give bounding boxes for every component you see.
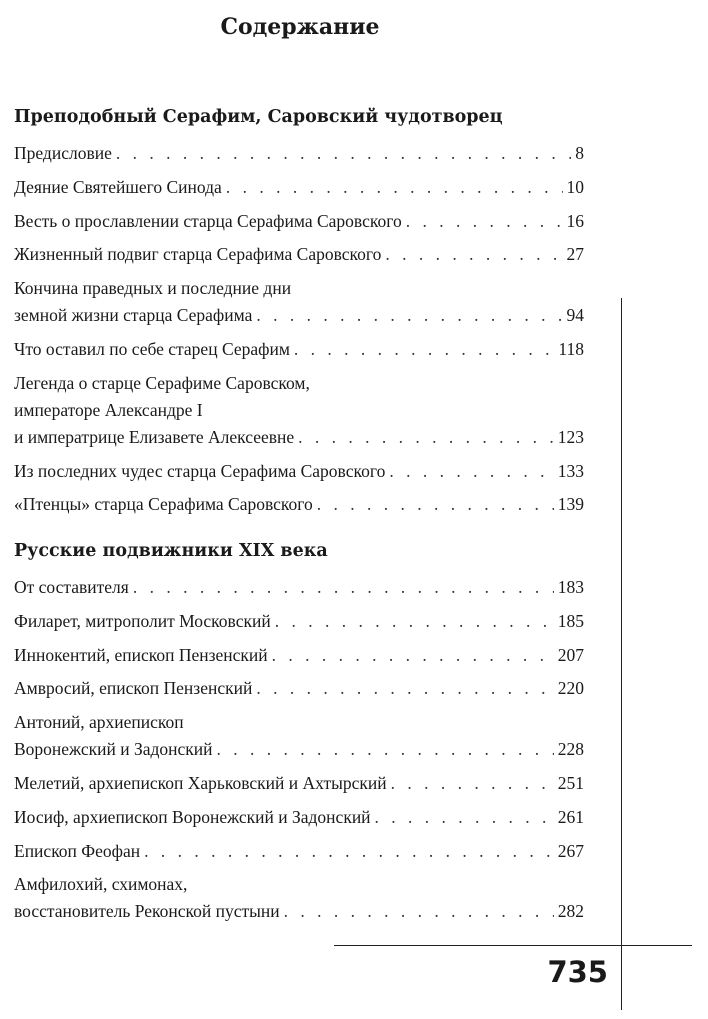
entry-page-number: 27 bbox=[566, 244, 584, 265]
section-heading: Преподобный Серафим, Саровский чудотворец bbox=[14, 107, 503, 127]
entry-title-line: Иосиф, архиепископ Воронежский и Задонский bbox=[14, 806, 371, 827]
dot-leader bbox=[226, 174, 563, 201]
dot-leader bbox=[294, 336, 555, 363]
entry-title-line: Амфилохий, схимонах, bbox=[14, 874, 188, 895]
entry-page-number: 94 bbox=[566, 305, 584, 326]
toc-entry[interactable] bbox=[14, 608, 584, 635]
entry-title-line: Из последних чудес старца Серафима Саровского bbox=[14, 460, 386, 481]
dot-leader bbox=[133, 574, 554, 601]
dot-leader bbox=[389, 458, 553, 485]
entry-page-number: 16 bbox=[566, 210, 584, 231]
dot-leader bbox=[317, 491, 554, 518]
toc-entry[interactable] bbox=[14, 804, 584, 831]
entry-page-number: 267 bbox=[557, 840, 584, 861]
entry-title-line: Антоний, архиепископ bbox=[14, 712, 184, 733]
toc-entry[interactable] bbox=[14, 370, 584, 451]
toc-entry[interactable] bbox=[14, 871, 584, 925]
entry-title-line: Кончина праведных и последние дни bbox=[14, 278, 292, 299]
entry-title-line: Предисловие bbox=[14, 143, 112, 163]
toc-entry[interactable] bbox=[14, 642, 584, 669]
dot-leader bbox=[284, 898, 554, 925]
entry-page-number: 220 bbox=[557, 678, 584, 699]
dot-leader bbox=[391, 770, 554, 797]
toc-entry[interactable] bbox=[14, 336, 584, 363]
toc-entry[interactable] bbox=[14, 770, 584, 797]
entry-page-number: 251 bbox=[557, 773, 584, 793]
entry-page-number: 185 bbox=[557, 610, 584, 631]
dot-leader bbox=[375, 804, 554, 831]
dot-leader bbox=[272, 642, 554, 669]
entry-page-number: 139 bbox=[557, 494, 584, 515]
dot-leader bbox=[256, 675, 553, 702]
entry-title-line: Весть о прославлении старца Серафима Саровского bbox=[14, 210, 402, 231]
entry-page-number: 133 bbox=[557, 460, 584, 481]
entry-page-number: 8 bbox=[575, 143, 584, 163]
entry-page-number: 228 bbox=[557, 739, 584, 760]
entry-title-line: «Птенцы» старца Серафима Саровского bbox=[14, 494, 313, 515]
entry-title-line: Легенда о старце Серафиме Саровском, bbox=[14, 372, 310, 393]
entry-title-line: Филарет, митрополит Московский bbox=[14, 610, 271, 631]
section-heading: Русские подвижники XIX века bbox=[14, 541, 328, 561]
entry-title-line: и императрице Елизавете Алексеевне bbox=[14, 426, 295, 447]
entry-page-number: 207 bbox=[557, 644, 584, 665]
entry-page-number: 261 bbox=[557, 806, 584, 827]
dot-leader bbox=[217, 736, 554, 763]
entry-title-line: императоре Александре I bbox=[14, 399, 203, 420]
entry-title-line: Иннокентий, епископ Пензенский bbox=[14, 644, 268, 665]
toc-entry[interactable] bbox=[14, 241, 584, 268]
entry-title-line: Мелетий, архиепископ Харьковский и Ахтырский bbox=[14, 773, 387, 793]
entry-title-line: Епископ Феофан bbox=[14, 840, 141, 861]
dot-leader bbox=[116, 140, 571, 167]
toc-entry[interactable] bbox=[14, 675, 584, 702]
page-number: 735 bbox=[547, 955, 608, 989]
entry-title-line: восстановитель Реконской пустыни bbox=[14, 901, 280, 922]
entry-page-number: 10 bbox=[566, 176, 584, 197]
toc-entry[interactable] bbox=[14, 458, 584, 485]
entry-title-line: От составителя bbox=[14, 577, 129, 597]
toc-entry[interactable] bbox=[14, 208, 584, 235]
entry-title-line: земной жизни старца Серафима bbox=[14, 305, 253, 326]
entry-title-line: Деяние Святейшего Синода bbox=[14, 176, 222, 197]
dot-leader bbox=[385, 241, 562, 268]
toc-entry[interactable] bbox=[14, 174, 584, 201]
entry-title-line: Жизненный подвиг старца Серафима Саровского bbox=[14, 244, 382, 265]
toc-entry[interactable] bbox=[14, 838, 584, 865]
dot-leader bbox=[144, 838, 554, 865]
entry-page-number: 183 bbox=[557, 577, 584, 597]
dot-leader bbox=[275, 608, 554, 635]
toc-entry[interactable] bbox=[14, 491, 584, 518]
toc-entry[interactable] bbox=[14, 574, 584, 601]
entry-page-number: 282 bbox=[557, 901, 584, 922]
toc-entry[interactable] bbox=[14, 140, 584, 167]
dot-leader bbox=[256, 302, 562, 329]
dot-leader bbox=[298, 424, 554, 451]
entry-page-number: 118 bbox=[558, 339, 584, 359]
entry-title-line: Воронежский и Задонский bbox=[14, 739, 213, 760]
entry-title-line: Амвросий, епископ Пензенский bbox=[14, 678, 253, 699]
horizontal-rule bbox=[334, 945, 692, 946]
page-title: Содержание bbox=[220, 14, 380, 40]
entry-title-line: Что оставил по себе старец Серафим bbox=[14, 339, 290, 359]
entry-page-number: 123 bbox=[557, 426, 584, 447]
toc-entry[interactable] bbox=[14, 275, 584, 329]
vertical-rule bbox=[621, 298, 622, 1010]
toc-entry[interactable] bbox=[14, 709, 584, 763]
dot-leader bbox=[406, 208, 563, 235]
